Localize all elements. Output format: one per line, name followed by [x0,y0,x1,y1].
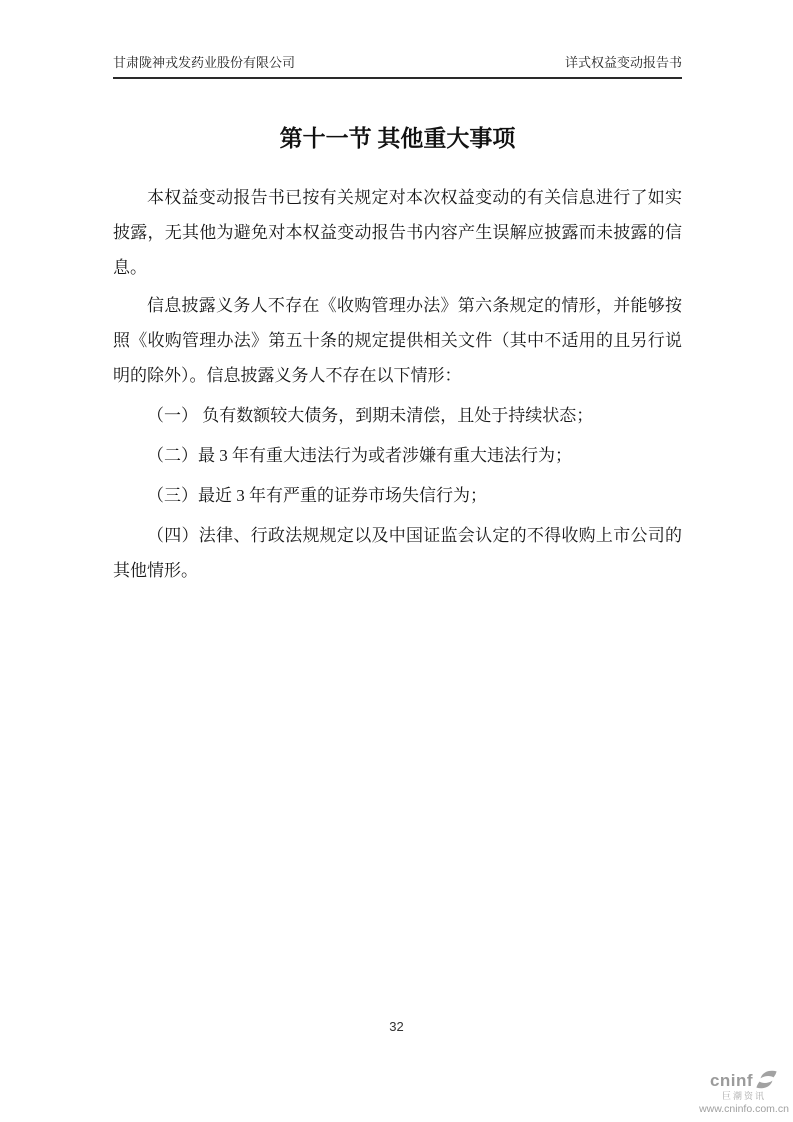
section-title: 第十一节 其他重大事项 [279,126,516,151]
paragraph-disclosure: 本权益变动报告书已按有关规定对本次权益变动的有关信息进行了如实披露，无其他为避免对本权益变动报告书内容产生误解应披露而未披露的信息。 [113,188,682,277]
cninfo-url: www.cninfo.com.cn [699,1102,789,1115]
list-item-4: （四）法律、行政法规规定以及中国证监会认定的不得收购上市公司的其他情形。 [113,526,682,580]
list-item-2: （二）最 3 年有重大违法行为或者涉嫌有重大违法行为； [147,446,572,465]
cninfo-logo [696,1071,792,1115]
page-header [113,55,682,79]
cninfo-swirl-icon [755,1068,778,1091]
header-doc-type: 详式权益变动报告书 [564,55,682,70]
paragraph-compliance: 信息披露义务人不存在《收购管理办法》第六条规定的情形，并能够按照《收购管理办法》第五十条的规定提供相关文件（其中不适用的且另行说明的除外）。信息披露义务人不存在以下情形： [113,296,682,385]
condition-list [113,398,682,588]
list-item-3: （三）最近 3 年有严重的证券市场失信行为； [147,486,487,505]
list-item-1: （一） 负有数额较大债务，到期未清偿，且处于持续状态； [147,406,594,425]
cninfo-brand-text: cninf [709,1071,754,1090]
cninfo-logo-row [696,1071,792,1091]
page-number: 32 [389,1019,404,1034]
cninfo-brand-chinese: 巨潮资讯 [721,1090,766,1101]
document-body [113,77,682,593]
header-company-name: 甘肃陇神戎发药业股份有限公司 [113,55,296,70]
